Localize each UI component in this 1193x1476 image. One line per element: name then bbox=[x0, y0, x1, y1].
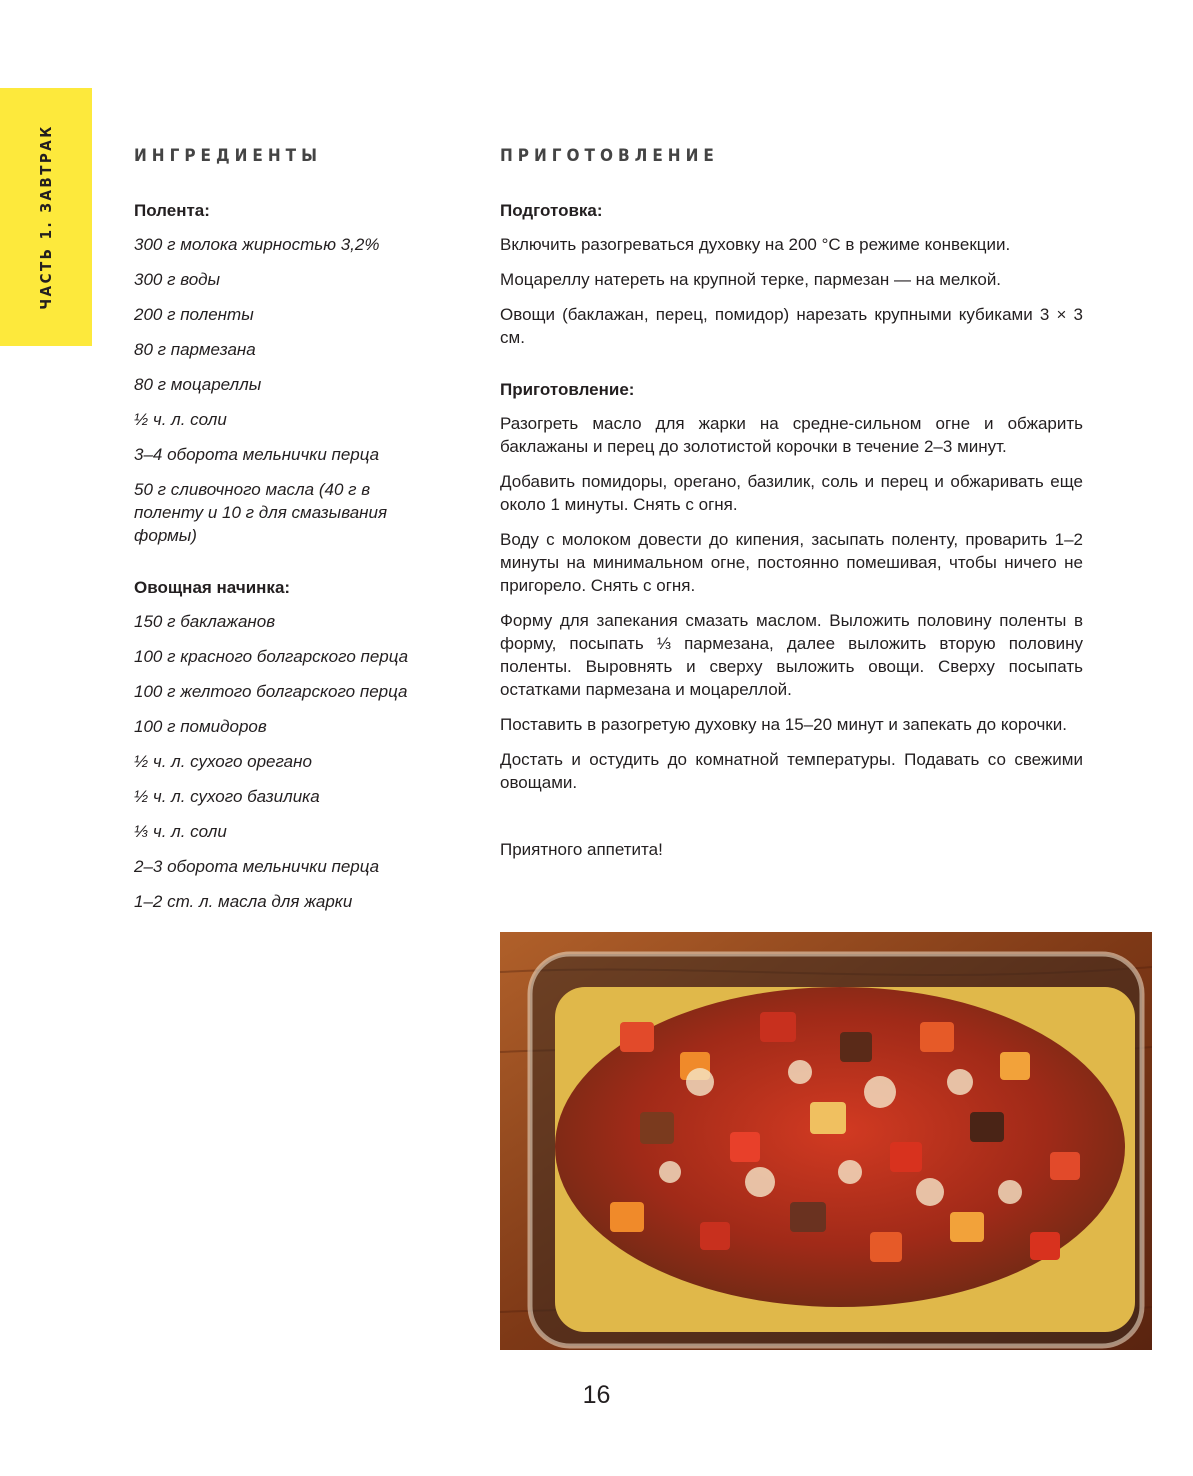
ingredient-item: 100 г помидоров bbox=[134, 717, 267, 736]
ingredient-item: 300 г молока жирностью 3,2% bbox=[134, 235, 380, 254]
cooking-step: Поставить в разогретую духовку на 15–20 минут и запекать до корочки. bbox=[500, 715, 1067, 734]
cooking-subheading: Приготовление: bbox=[500, 380, 635, 399]
cooking-step: Разогреть масло для жарки на средне-сильном огне и обжарить баклажаны и перец до золотистой корочки в течение 2–3 минут. bbox=[500, 414, 1083, 456]
ingredient-item: 50 г сливочного масла (40 г в поленту и 10 г для смазывания формы) bbox=[134, 480, 388, 545]
ingredient-item: 150 г баклажанов bbox=[134, 612, 276, 631]
dish-photo bbox=[500, 932, 1152, 1350]
ingredients-heading: ИНГРЕДИЕНТЫ bbox=[134, 146, 322, 166]
filling-subheading: Овощная начинка: bbox=[134, 578, 291, 597]
cooking-step: Достать и остудить до комнатной температуры. Подавать со свежими овощами. bbox=[500, 750, 1083, 792]
ingredients-column bbox=[134, 199, 434, 925]
prep-step: Моцареллу натереть на крупной терке, пармезан — на мелкой. bbox=[500, 270, 1002, 289]
polenta-subheading: Полента: bbox=[134, 201, 210, 220]
cooking-step: Добавить помидоры, орегано, базилик, соль и перец и обжаривать еще около 1 минуты. Снять с огня. bbox=[500, 472, 1083, 514]
chapter-tab bbox=[0, 88, 92, 346]
ingredient-item: 100 г желтого болгарского перца bbox=[134, 682, 408, 701]
cooking-step: Воду с молоком довести до кипения, засыпать поленту, проварить 1–2 минуты на минимальном огне, постоянно помешивая, чтобы ничего не пригорело. Снять с огня. bbox=[500, 530, 1083, 595]
preparation-heading: ПРИГОТОВЛЕНИЕ bbox=[500, 146, 719, 166]
prep-subheading: Подготовка: bbox=[500, 201, 603, 220]
preparation-column bbox=[500, 199, 1083, 861]
cooking-step: Форму для запекания смазать маслом. Выложить половину поленты в форму, посыпать ⅓ пармезана, далее выложить вторую половину поленты. Выровнять и сверху выложить овощи. Сверху посыпать остатками пармезана и моцареллой. bbox=[500, 611, 1083, 699]
ingredient-item: 80 г моцареллы bbox=[134, 375, 262, 394]
chapter-tab-label: ЧАСТЬ 1. ЗАВТРАК bbox=[37, 124, 55, 310]
ingredient-item: ½ ч. л. сухого орегано bbox=[134, 752, 312, 771]
ingredient-item: 2–3 оборота мельнички перца bbox=[134, 857, 380, 876]
ingredient-item: ½ ч. л. соли bbox=[134, 410, 227, 429]
ingredient-item: ½ ч. л. сухого базилика bbox=[134, 787, 320, 806]
ingredient-item: ⅓ ч. л. соли bbox=[134, 822, 227, 841]
ingredient-item: 80 г пармезана bbox=[134, 340, 256, 359]
ingredient-item: 1–2 ст. л. масла для жарки bbox=[134, 892, 353, 911]
ingredient-item: 300 г воды bbox=[134, 270, 221, 289]
ingredient-item: 3–4 оборота мельнички перца bbox=[134, 445, 380, 464]
filling-ingredient-list bbox=[134, 610, 434, 913]
ingredient-item: 100 г красного болгарского перца bbox=[134, 647, 409, 666]
ingredient-item: 200 г поленты bbox=[134, 305, 254, 324]
polenta-ingredient-list bbox=[134, 233, 434, 547]
closing-wish: Приятного аппетита! bbox=[500, 840, 663, 859]
prep-step: Овощи (баклажан, перец, помидор) нарезать крупными кубиками 3 × 3 см. bbox=[500, 305, 1083, 347]
page-number: 16 bbox=[582, 1381, 611, 1409]
prep-step: Включить разогреваться духовку на 200 °С в режиме конвекции. bbox=[500, 235, 1011, 254]
